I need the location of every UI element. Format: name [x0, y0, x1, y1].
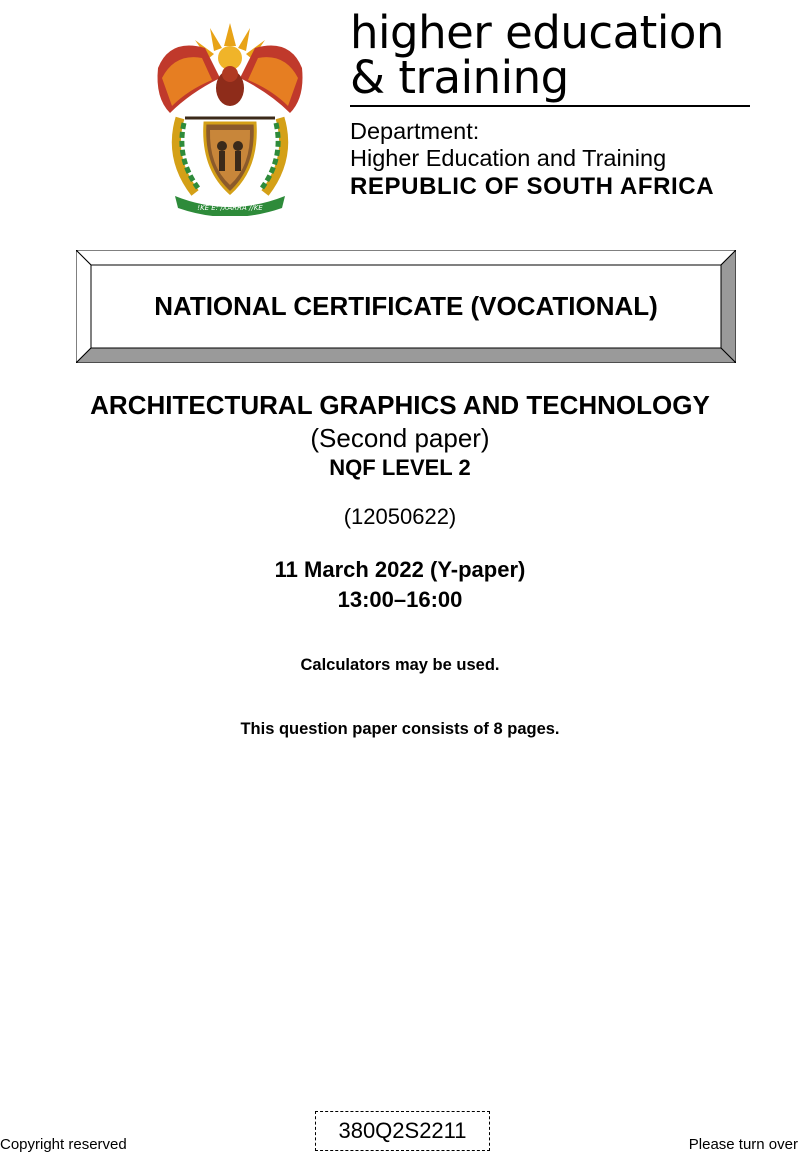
- pages-note: This question paper consists of 8 pages.: [240, 720, 560, 738]
- subject-code: (12050622): [343, 504, 457, 529]
- paper-code-box: 380Q2S2211: [315, 1111, 490, 1151]
- country-name: REPUBLIC OF SOUTH AFRICA: [350, 173, 715, 200]
- subject-title: ARCHITECTURAL GRAPHICS AND TECHNOLOGY: [90, 390, 710, 420]
- dept-name: Higher Education and Training: [350, 145, 667, 171]
- motto-text: !KE E: /XARRA //KE: [197, 204, 263, 212]
- exam-time: 13:00–16:00: [337, 587, 463, 612]
- brand-line-2: & training: [350, 51, 569, 104]
- brand-line-1: higher education: [350, 6, 724, 59]
- department-block: [350, 118, 714, 202]
- brand-title: [350, 6, 724, 104]
- exam-date: 11 March 2022 (Y-paper): [274, 557, 526, 582]
- certificate-title: NATIONAL CERTIFICATE (VOCATIONAL): [154, 291, 658, 321]
- paper-number: (Second paper): [310, 423, 490, 453]
- nqf-level: NQF LEVEL 2: [329, 455, 471, 480]
- coat-of-arms-logo: [150, 18, 310, 216]
- copyright-notice: Copyright reserved: [0, 1136, 127, 1153]
- right-tusk-icon: [265, 118, 284, 193]
- dept-label: Department:: [350, 118, 480, 144]
- calculators-note: Calculators may be used.: [300, 656, 500, 674]
- turn-over-notice: Please turn over: [688, 1136, 798, 1153]
- brand-divider: [350, 105, 750, 107]
- left-tusk-icon: [176, 118, 195, 193]
